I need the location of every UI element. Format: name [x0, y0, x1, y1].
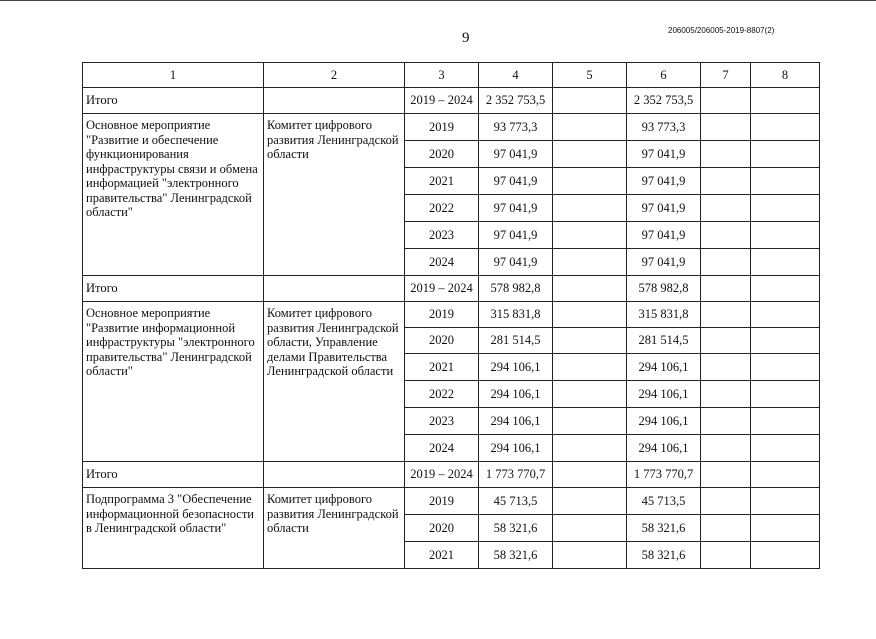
header-cell: 3 — [405, 63, 479, 88]
total-row — [83, 276, 820, 302]
value-cell: 97 041,9 — [627, 141, 701, 168]
value-cell: 93 773,3 — [627, 114, 701, 141]
year-cell: 2022 — [405, 195, 479, 222]
value-cell: 281 514,5 — [627, 328, 701, 354]
year-cell: 2020 — [405, 328, 479, 354]
value-cell: 315 831,8 — [479, 302, 553, 328]
value-cell: 578 982,8 — [627, 276, 701, 302]
subprogram-name: Подпрограмма 3 "Обеспечение информационной безопасности в Ленинградской области" — [83, 488, 264, 569]
header-cell: 5 — [553, 63, 627, 88]
budget-table — [82, 62, 820, 569]
year-cell: 2019 — [405, 302, 479, 328]
year-cell: 2024 — [405, 249, 479, 276]
table-row — [83, 114, 820, 141]
year-cell: 2022 — [405, 381, 479, 408]
header-cell: 8 — [751, 63, 820, 88]
year-cell: 2020 — [405, 141, 479, 168]
value-cell: 58 321,6 — [479, 542, 553, 569]
year-cell: 2021 — [405, 354, 479, 381]
value-cell: 97 041,9 — [479, 141, 553, 168]
value-cell: 294 106,1 — [479, 408, 553, 435]
value-cell: 315 831,8 — [627, 302, 701, 328]
header-cell: 6 — [627, 63, 701, 88]
value-cell: 97 041,9 — [627, 168, 701, 195]
value-cell: 1 773 770,7 — [627, 462, 701, 488]
value-cell: 97 041,9 — [479, 195, 553, 222]
executor-name: Комитет цифрового развития Ленинградской области, Управление делами Правительства Ленинградской области — [264, 302, 405, 462]
year-cell: 2021 — [405, 542, 479, 569]
executor-name: Комитет цифрового развития Ленинградской области — [264, 114, 405, 276]
header-row — [83, 63, 820, 88]
total-row — [83, 88, 820, 114]
year-cell: 2023 — [405, 408, 479, 435]
period-cell: 2019 – 2024 — [405, 88, 479, 114]
header-cell: 7 — [701, 63, 751, 88]
year-cell: 2019 — [405, 114, 479, 141]
table-row — [83, 488, 820, 515]
value-cell: 97 041,9 — [627, 249, 701, 276]
value-cell: 294 106,1 — [627, 381, 701, 408]
total-row — [83, 462, 820, 488]
value-cell: 97 041,9 — [627, 222, 701, 249]
total-label: Итого — [83, 88, 264, 114]
year-cell: 2024 — [405, 435, 479, 462]
measure-name: Основное мероприятие "Развитие и обеспечение функционирования инфраструктуры связи и обмена информацией "электронного правительства" Ленинградской области" — [83, 114, 264, 276]
table-row — [83, 302, 820, 328]
value-cell: 58 321,6 — [627, 515, 701, 542]
total-label: Итого — [83, 276, 264, 302]
executor-name: Комитет цифрового развития Ленинградской области — [264, 488, 405, 569]
value-cell: 45 713,5 — [627, 488, 701, 515]
total-label: Итого — [83, 462, 264, 488]
value-cell: 97 041,9 — [479, 222, 553, 249]
value-cell: 2 352 753,5 — [627, 88, 701, 114]
header-cell: 2 — [264, 63, 405, 88]
value-cell: 294 106,1 — [627, 435, 701, 462]
measure-name: Основное мероприятие "Развитие информационной инфраструктуры "электронного правительства" Ленинградской области" — [83, 302, 264, 462]
year-cell: 2019 — [405, 488, 479, 515]
value-cell: 294 106,1 — [479, 381, 553, 408]
top-border-line — [0, 0, 876, 1]
value-cell: 58 321,6 — [627, 542, 701, 569]
value-cell: 294 106,1 — [627, 408, 701, 435]
value-cell: 281 514,5 — [479, 328, 553, 354]
value-cell: 294 106,1 — [479, 354, 553, 381]
value-cell: 93 773,3 — [479, 114, 553, 141]
year-cell: 2020 — [405, 515, 479, 542]
page-number: 9 — [462, 30, 470, 46]
header-cell: 1 — [83, 63, 264, 88]
header-cell: 4 — [479, 63, 553, 88]
value-cell: 2 352 753,5 — [479, 88, 553, 114]
year-cell: 2021 — [405, 168, 479, 195]
value-cell: 578 982,8 — [479, 276, 553, 302]
period-cell: 2019 – 2024 — [405, 462, 479, 488]
document-code: 206005/206005-2019-8807(2) — [668, 26, 775, 35]
value-cell: 97 041,9 — [479, 168, 553, 195]
value-cell: 97 041,9 — [479, 249, 553, 276]
value-cell: 45 713,5 — [479, 488, 553, 515]
value-cell: 1 773 770,7 — [479, 462, 553, 488]
year-cell: 2023 — [405, 222, 479, 249]
period-cell: 2019 – 2024 — [405, 276, 479, 302]
value-cell: 294 106,1 — [627, 354, 701, 381]
value-cell: 97 041,9 — [627, 195, 701, 222]
value-cell: 294 106,1 — [479, 435, 553, 462]
value-cell: 58 321,6 — [479, 515, 553, 542]
